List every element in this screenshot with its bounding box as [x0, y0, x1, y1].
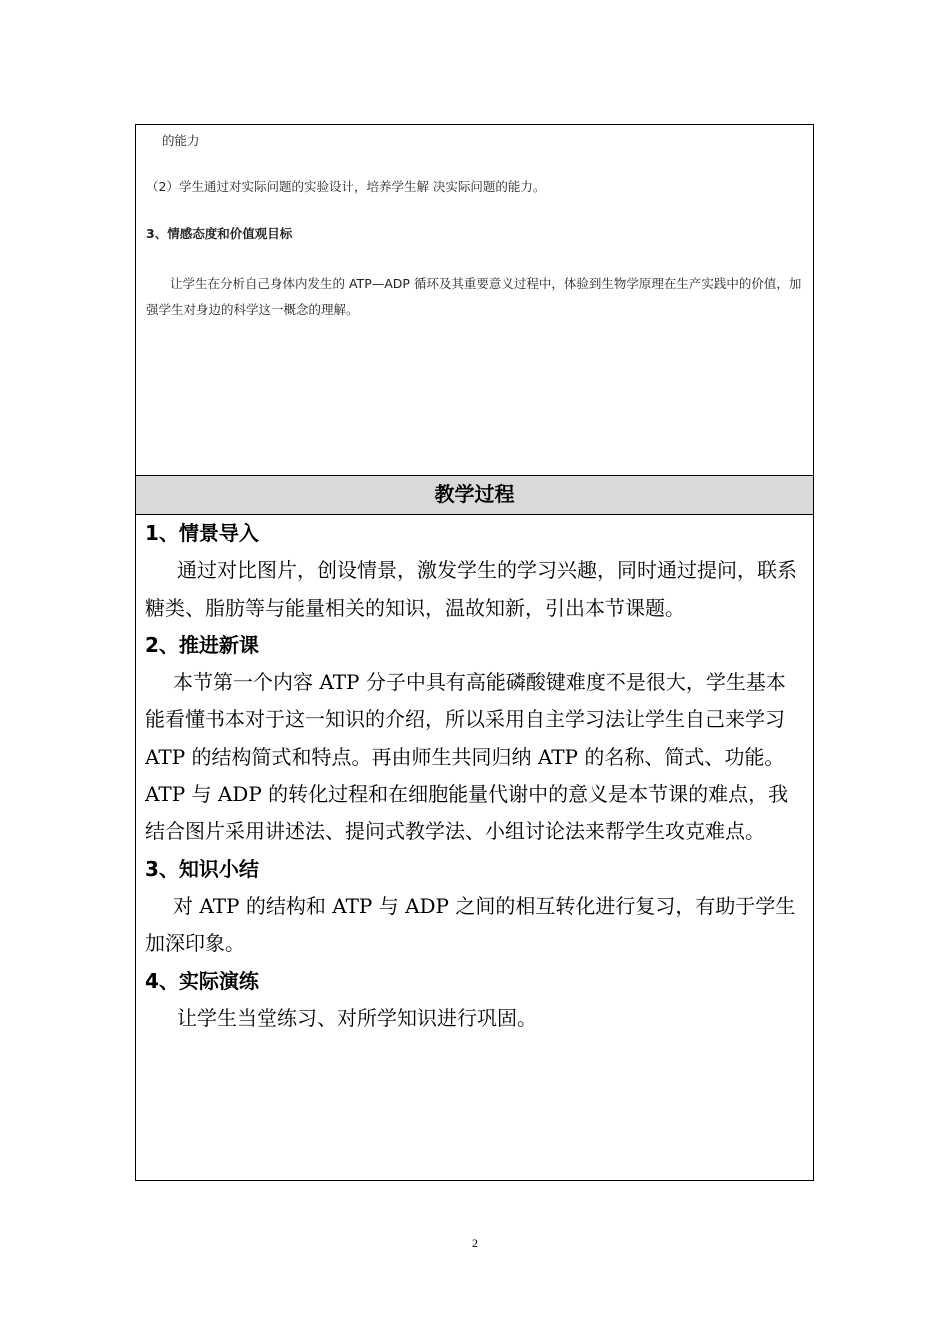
section-heading: 2、推进新课 [145, 632, 259, 657]
section-text: 让学生当堂练习、对所学知识进行巩固。 [177, 1005, 537, 1030]
process-title: 教学过程 [136, 476, 813, 515]
section-heading: 4、实际演练 [145, 968, 259, 993]
section-text: 对 ATP 的结构和 ATP 与 ADP 之间的相互转化进行复习，有助于学生加深印象。 [145, 893, 796, 956]
section-heading: 3、知识小结 [145, 856, 259, 881]
objective-line: （2）学生通过对实际问题的实验设计，培养学生解 决实际问题的能力。 [146, 179, 546, 194]
section-text: 通过对比图片，创设情景，激发学生的学习兴趣，同时通过提问，联系糖类、脂肪等与能量相关的知识，温故知新，引出本节课题。 [145, 558, 797, 620]
page-number: 2 [472, 1236, 478, 1250]
section-text: 本节第一个内容 ATP 分子中具有高能磷酸键难度不是很大，学生基本能看懂书本对于这一知识的介绍，所以采用自主学习法让学生自己来学习 ATP 的结构简式和特点。再由师生共同归纳 ATP 的名称、简式、功能。ATP 与 ADP 的转化过程和在细胞能量代谢中的意义是本节课的难点，我结合图片采用讲述法、提问式教学法、小组讨论法来帮学生攻克难点。 [145, 670, 789, 844]
process-body [136, 515, 813, 1180]
section-heading: 1、情景导入 [145, 521, 259, 545]
lesson-plan-table [135, 124, 814, 1181]
objective-line: 的能力 [162, 133, 200, 148]
objectives-cell [136, 125, 813, 476]
emotion-objective-heading: 3、情感态度和价值观目标 [146, 226, 293, 241]
emotion-objective-text: 让学生在分析自己身体内发生的 ATP—ADP 循环及其重要意义过程中，体验到生物学原理在生产实践中的价值，加强学生对身边的科学这一概念的理解。 [146, 276, 802, 317]
